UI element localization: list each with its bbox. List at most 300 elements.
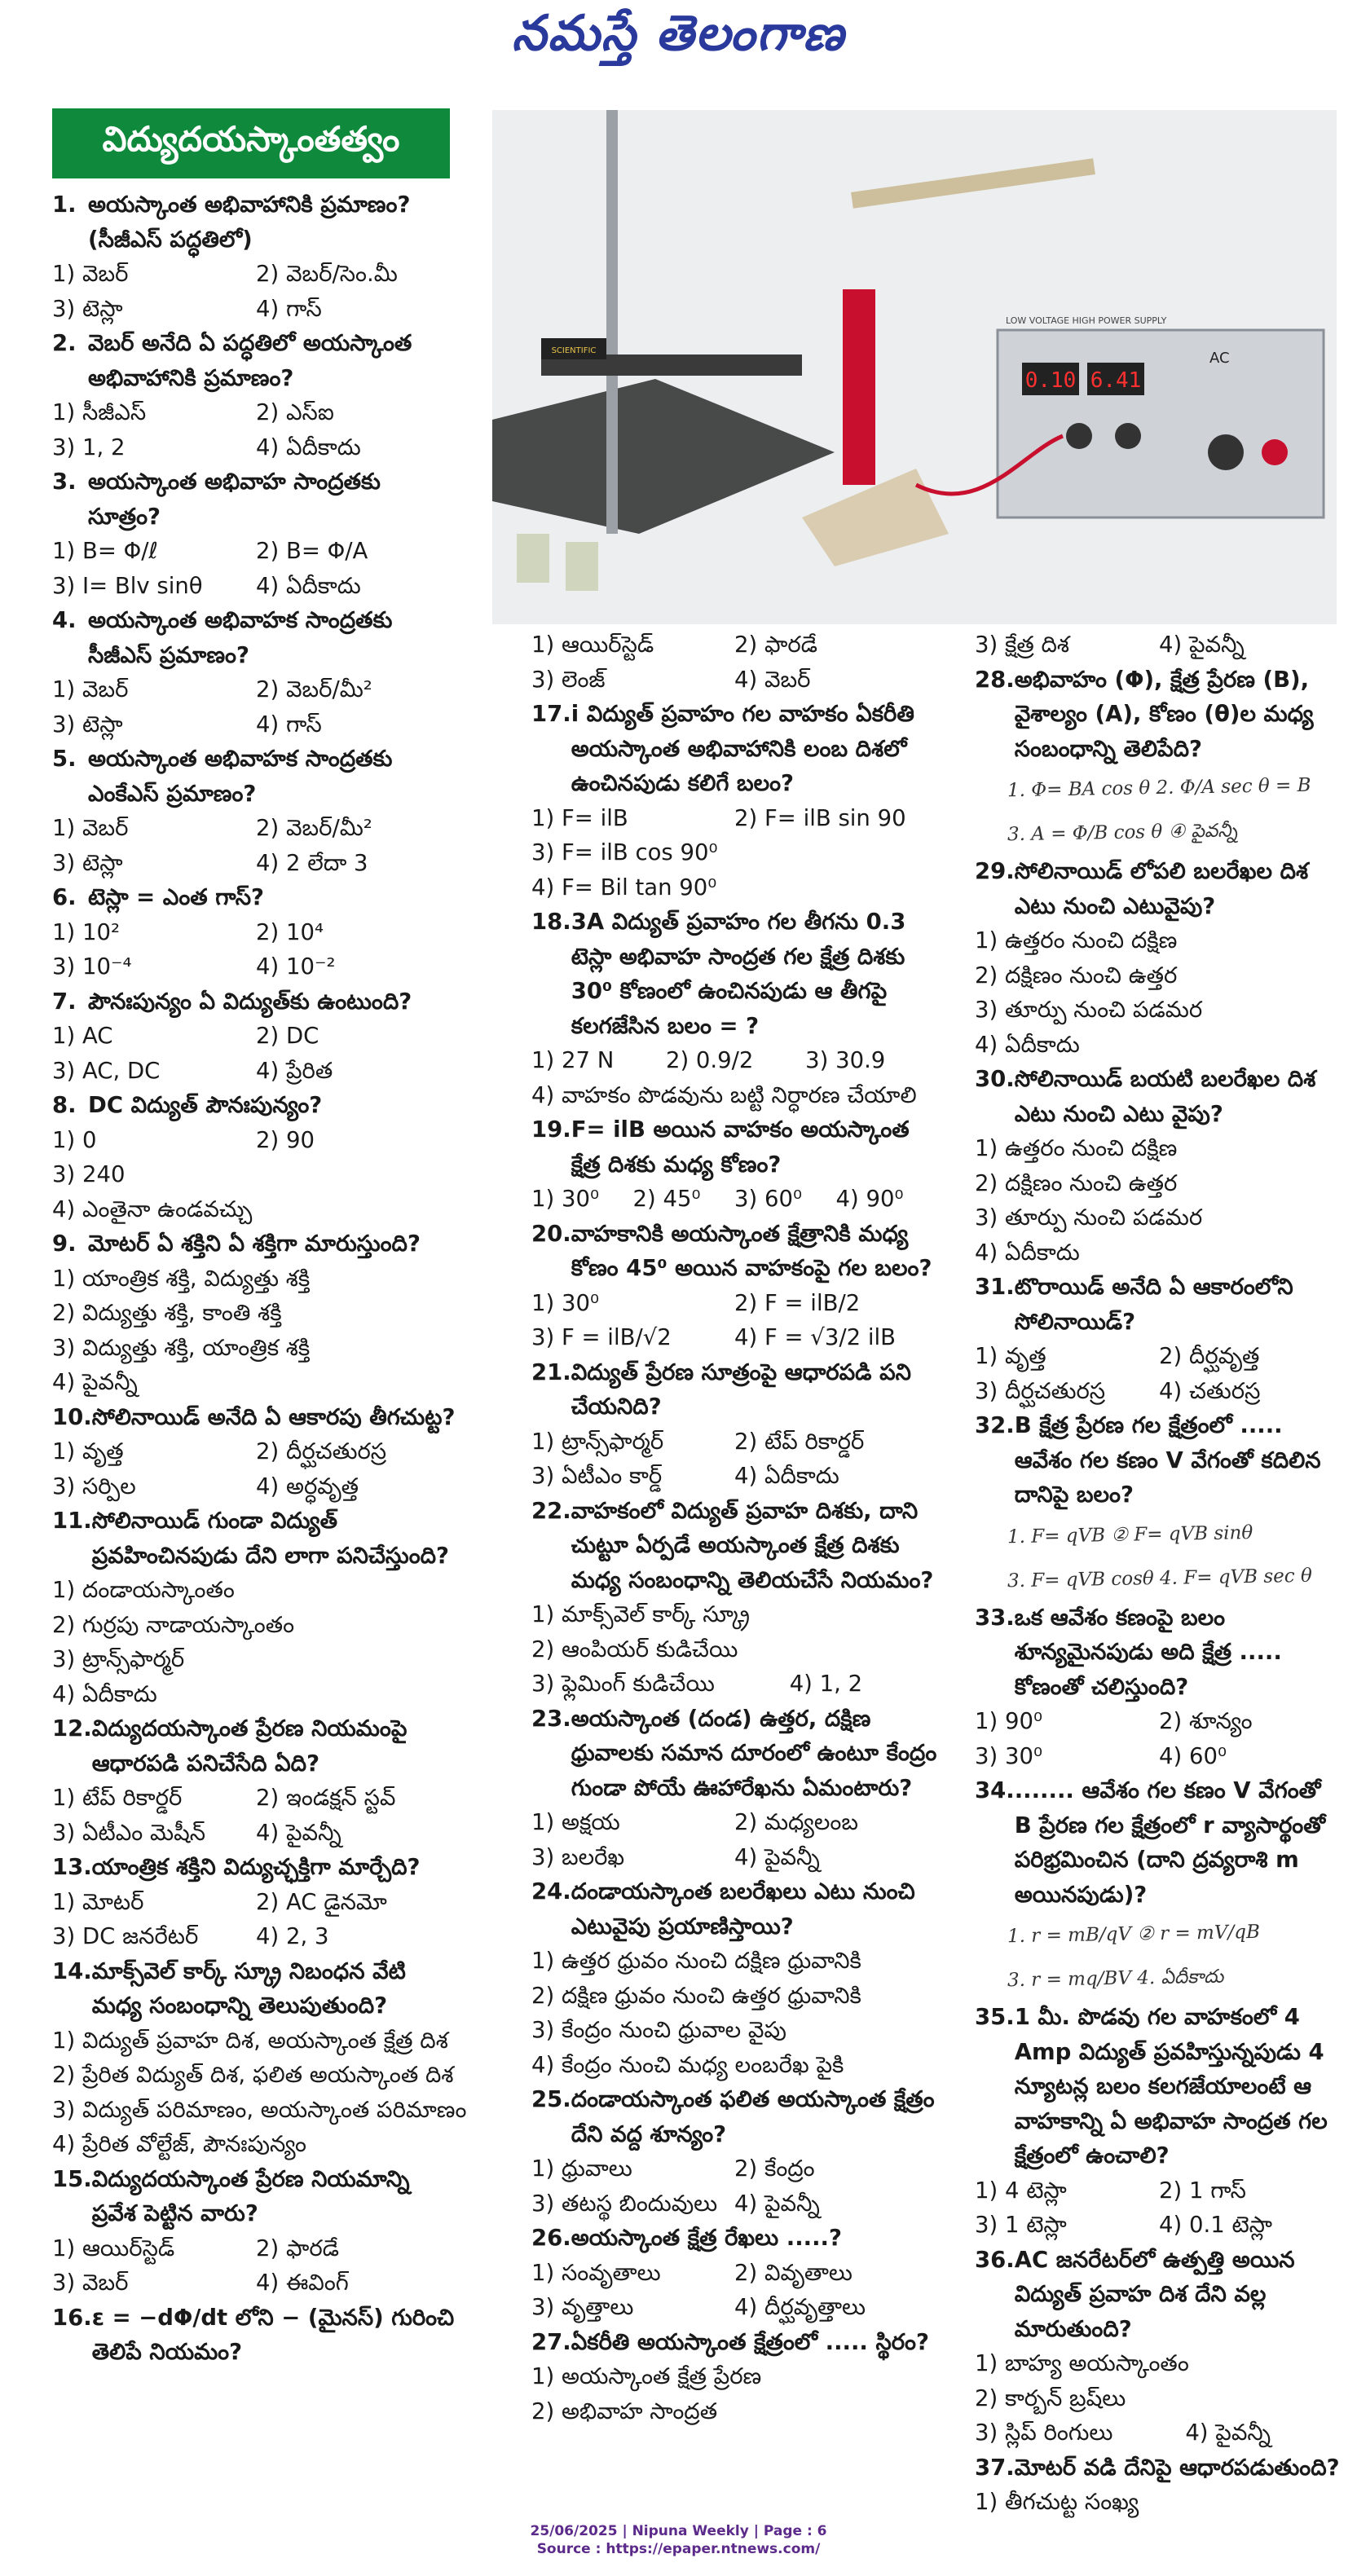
answer-option: 2) శూన్యం <box>1159 1708 1253 1734</box>
options-row <box>531 1805 937 1840</box>
question-text: అయస్కాంత క్షేత్ర రేఖలు .....? <box>571 2225 842 2251</box>
question-text: సోలినాయిడ్ బయటి బలరేఖల దిశ ఎటు నుంచి ఎటు వైపు? <box>1014 1066 1316 1127</box>
answer-option: 2) ఎస్ఐ <box>256 399 334 425</box>
question-text: DC విద్యుత్ పౌనఃపున్యం? <box>88 1092 323 1118</box>
answer-option: 1) తీగచుట్ట సంఖ్య <box>975 2489 1139 2515</box>
answer-option: 1) ఉత్తరం నుంచి దక్షిణ <box>975 927 1178 953</box>
answer-option: 4) దీర్ఘవృత్తాలు <box>734 2294 866 2320</box>
question-header <box>52 465 460 534</box>
options-row <box>531 801 937 836</box>
answer-option: 4) F= Bil tan 90⁰ <box>531 874 717 900</box>
answer-option: 1) B= Φ/ℓ <box>52 538 158 564</box>
options-row <box>52 707 460 742</box>
answer-option: 2) 90 <box>256 1126 315 1153</box>
question-header <box>52 742 460 811</box>
question-number: 3. <box>52 469 77 495</box>
answer-option: 1) 90⁰ <box>975 1708 1042 1734</box>
question-header <box>975 2000 1343 2173</box>
answer-option: 3) 30⁰ <box>975 1742 1042 1769</box>
answer-option: 2) 10⁴ <box>256 918 324 945</box>
answer-option: 4) పైవన్నీ <box>256 1819 341 1846</box>
answer-options <box>531 1286 937 1355</box>
options-row <box>531 2151 937 2186</box>
options-row <box>52 1469 460 1504</box>
options-row <box>975 1704 1343 1739</box>
question-text: మోటర్ వడి దేనిపై ఆధారపడుతుంది? <box>1014 2454 1340 2481</box>
question-text: i విద్యుత్ ప్రవాహం గల వాహకం ఏకరీతి అయస్కాంత అభివాహానికి లంబ దిశలో ఉంచినపుడు కలిగే బలం? <box>571 701 914 796</box>
question-header <box>52 1711 460 1781</box>
answer-option: 3) AC, DC <box>52 1057 161 1084</box>
options-row <box>52 672 460 707</box>
answer-option: 1) వృత్త <box>52 1438 124 1464</box>
question-text: అయస్కాంత అభివాహక సాంద్రతకు ఎంకేఎస్ ప్రమాణం? <box>88 746 393 807</box>
options-row <box>531 2290 937 2325</box>
answer-options <box>52 1019 460 1088</box>
answer-option: 2) వెబర్/మీ² <box>256 815 372 841</box>
answer-option: 4) పైవన్నీ <box>734 1843 820 1870</box>
masthead-logo: నమస్తే తెలంగాణ <box>511 5 846 62</box>
answer-option: 2) గుర్రపు నాడాయస్కాంతం <box>52 1611 295 1638</box>
answer-option: 4) 0.1 టెస్లా <box>1159 2212 1273 2238</box>
answer-option: 2) వివృతాలు <box>734 2259 853 2286</box>
question-header <box>531 2325 937 2360</box>
question-block <box>975 2243 1343 2451</box>
question-number: 10. <box>52 1403 92 1430</box>
question-header <box>975 854 1343 923</box>
answer-options <box>975 1339 1343 1408</box>
question-header <box>52 1850 460 1885</box>
answer-option: 2) టేప్ రికార్డర్ <box>734 1428 865 1455</box>
footer-source-line: Source : https://epaper.ntnews.com/ <box>536 2541 821 2557</box>
answer-option: 2) దక్షిణం నుంచి ఉత్తర <box>975 962 1178 989</box>
question-block <box>531 1217 937 1355</box>
question-number: 25. <box>531 2086 571 2112</box>
answer-option: 2) వెబర్/సెం.మీ <box>256 261 398 287</box>
question-text: B క్షేత్ర ప్రేరణ గల క్షేత్రంలో ..... ఆవేశం గల కణం V వేగంతో కదిలిన దానిపై బలం? <box>1014 1412 1321 1508</box>
answer-option: 4) గాస్ <box>256 295 322 322</box>
question-number: 27. <box>531 2328 571 2355</box>
question-block <box>975 854 1343 1062</box>
options-row <box>52 395 460 430</box>
answer-options <box>52 257 460 326</box>
answer-option: 2) ఫారడే <box>734 632 817 658</box>
answer-option: 3) I= Blv sinθ <box>52 572 203 599</box>
options-row <box>531 1425 937 1460</box>
question-header <box>531 1112 937 1182</box>
question-number: 35. <box>975 2004 1015 2030</box>
answer-option: 2) కార్బన్ బ్రష్‌లు <box>975 2384 1126 2411</box>
answer-option: 3) తూర్పు నుంచి పడమర <box>975 1204 1203 1231</box>
question-number: 36. <box>975 2246 1015 2273</box>
answer-options <box>531 1043 937 1112</box>
question-number: 2. <box>52 330 77 356</box>
answer-option: 4) 10⁻² <box>256 953 336 980</box>
question-header <box>52 1400 460 1435</box>
question-text: టెస్లా = ఎంత గాస్? <box>88 884 264 910</box>
options-row <box>52 257 460 292</box>
answer-option: 1) 10² <box>52 918 120 945</box>
options-row <box>52 1919 460 1954</box>
answer-option: 2) F = ilB/2 <box>734 1289 861 1316</box>
question-header <box>52 603 460 672</box>
question-text: అయస్కాంత (దండ) ఉత్తర, దక్షిణ ధ్రువాలకు సమాన దూరంలో ఉంటూ కేంద్రం గుండా పోయే ఊహారేఖను ఏమంటారు? <box>571 1705 937 1801</box>
answer-option: 3) ఏటీఎం మెషీన్ <box>52 1819 205 1846</box>
answer-options <box>975 923 1343 1062</box>
answer-option: 1) F= ilB <box>531 804 628 831</box>
question-header <box>52 2301 460 2370</box>
answer-options <box>52 915 460 984</box>
question-block <box>52 2301 460 2370</box>
answer-option: 1) అయస్కాంత క్షేత్ర ప్రేరణ <box>531 2363 762 2389</box>
question-header <box>975 2243 1343 2347</box>
answer-option: 1) ఉత్తర ధ్రువం నుంచి దక్షిణ ధ్రువానికి <box>531 1948 861 1974</box>
question-number: 26. <box>531 2225 571 2251</box>
question-block <box>52 465 460 603</box>
unit-label: LOW VOLTAGE HIGH POWER SUPPLY <box>1006 315 1167 326</box>
answer-option: 3) తూర్పు నుంచి పడమర <box>975 997 1203 1023</box>
answer-option: 2) 45⁰ <box>632 1186 701 1212</box>
question-block <box>52 1226 460 1400</box>
display-left: 0.10 <box>1024 368 1077 393</box>
question-block <box>531 2082 937 2221</box>
answer-option: 1) మాక్స్‌వెల్ కార్క్ స్క్రూ <box>531 1601 750 1627</box>
question-number: 13. <box>52 1854 92 1880</box>
answer-option: 3) 1 టెస్లా <box>975 2212 1067 2238</box>
question-block <box>52 880 460 984</box>
answer-option: 2) దక్షిణ ధ్రువం నుంచి ఉత్తర ధ్రువానికి <box>531 1982 861 2009</box>
answer-options <box>531 1944 937 2082</box>
options-row <box>975 1374 1343 1409</box>
answer-option: 3) విద్యుత్తు శక్తి, యాంత్రిక శక్తి <box>52 1334 311 1361</box>
options-row <box>531 663 937 698</box>
options-row <box>531 1320 937 1355</box>
question-number: 32. <box>975 1412 1015 1438</box>
answer-option: 1) యాంత్రిక శక్తి, విద్యుత్తు శక్తి <box>52 1265 311 1292</box>
answer-options <box>52 1781 460 1850</box>
answer-option: 3) F = ilB/√2 <box>531 1324 672 1350</box>
answer-options <box>52 1434 460 1504</box>
answer-option: 3) సర్పిల <box>52 1473 136 1499</box>
answer-option: 4) వాహకం పొడవును బట్టి నిర్ధారణ చేయాలి <box>531 1081 917 1108</box>
question-block <box>975 1062 1343 1270</box>
question-block <box>52 1850 460 1954</box>
answer-option: 1) బాహ్య అయస్కాంతం <box>975 2350 1189 2376</box>
question-header <box>52 2162 460 2231</box>
answer-option: 1) ఆయిర్‌స్టెడ్ <box>531 632 654 658</box>
answer-options <box>52 672 460 742</box>
options-row <box>52 569 460 604</box>
answer-options <box>531 1182 937 1217</box>
panel-label: AC <box>1209 350 1230 367</box>
section-title: విద్యుదయస్కాంతత్వం <box>52 108 450 178</box>
answer-options <box>52 1885 460 1954</box>
question-block <box>531 1112 937 1217</box>
question-text: ε = −dΦ/dt లోని − (మైనస్) గురించి తెలిపే నియమం? <box>91 2304 455 2365</box>
question-header <box>531 2082 937 2151</box>
options-row <box>52 949 460 984</box>
answer-option: 1) 4 టెస్లా <box>975 2177 1067 2204</box>
question-block <box>975 2451 1343 2520</box>
answer-option: 4) 2, 3 <box>256 1923 329 1949</box>
question-block <box>52 1711 460 1850</box>
options-row <box>531 2256 937 2291</box>
question-header <box>52 984 460 1019</box>
question-text: టొరాయిడ్ అనేది ఏ ఆకారంలోని సోలినాయిడ్? <box>1014 1274 1293 1335</box>
answer-option: 4) ఏదీకాదు <box>256 434 361 460</box>
question-text: F= ilB అయిన వాహకం అయస్కాంత క్షేత్ర దిశకు మధ్య కోణం? <box>571 1116 910 1178</box>
answer-options <box>975 1704 1343 1773</box>
question-header <box>531 1494 937 1598</box>
question-header <box>531 1355 937 1425</box>
answer-option: 3) DC జనరేటర్ <box>52 1923 199 1949</box>
question-block <box>531 1355 937 1494</box>
answer-option: 2) DC <box>256 1023 319 1049</box>
answer-option: 2) విద్యుత్తు శక్తి, కాంతి శక్తి <box>52 1300 282 1326</box>
question-number: 15. <box>52 2165 92 2192</box>
question-text: ఏకరీతి అయస్కాంత క్షేత్రంలో ..... స్థిరం? <box>571 2328 929 2355</box>
answer-option: 2) దక్షిణం నుంచి ఉత్తర <box>975 1169 1178 1196</box>
answer-options <box>975 2485 1343 2520</box>
question-text: వెబర్ అనేది ఏ పద్ధతిలో అయస్కాంత అభివాహానికి ప్రమాణం? <box>88 330 412 391</box>
answer-option: 3) వృత్తాలు <box>531 2294 634 2320</box>
answer-option: 3) టెస్లా <box>52 711 123 738</box>
question-number: 23. <box>531 1705 571 1732</box>
answer-option: 1) ఆయిర్‌స్టెడ్ <box>52 2235 175 2261</box>
answer-option: 3) ట్రాన్స్‌ఫార్మర్ <box>52 1646 185 1672</box>
answer-option: 4) గాస్ <box>256 711 322 738</box>
answer-options <box>975 2173 1343 2243</box>
question-number: 30. <box>975 1066 1015 1092</box>
answer-options <box>531 2359 937 2428</box>
column-2 <box>531 627 937 2428</box>
question-text: దండాయస్కాంత బలరేఖలు ఎటు నుంచి ఎటువైపు ప్రయాణిస్తాయి? <box>571 1878 915 1940</box>
answer-option: 1) సీజీఎస్ <box>52 399 147 425</box>
answer-option: 4) 1, 2 <box>789 1671 863 1697</box>
answer-options <box>52 1123 460 1227</box>
question-block <box>52 1954 467 2162</box>
answer-option: 3) 30.9 <box>805 1047 886 1073</box>
answer-option: 4) 60⁰ <box>1159 1742 1227 1769</box>
answer-option: 1) 27 N <box>531 1047 615 1073</box>
options-row <box>531 2186 937 2222</box>
question-number: 8. <box>52 1092 77 1118</box>
answer-option: 1) 30⁰ <box>531 1289 599 1316</box>
answer-option: 2) ప్రేరిత విద్యుత్ దిశ, ఫలిత అయస్కాంత దిశ <box>52 2062 454 2088</box>
question-text: సోలినాయిడ్ గుండా విద్యుత్ ప్రవహించినపుడు దేని లాగా పనిచేస్తుంది? <box>91 1508 449 1569</box>
question-block <box>531 697 937 905</box>
question-block <box>52 1400 460 1504</box>
question-header <box>52 1088 460 1123</box>
options-row <box>52 1781 460 1816</box>
question-header <box>975 1601 1343 1705</box>
answer-option: 4) కేంద్రం నుంచి మధ్య లంబరేఖ పైకి <box>531 2051 844 2078</box>
question-header <box>52 326 460 395</box>
question-block <box>531 905 937 1112</box>
question-number: 31. <box>975 1274 1015 1300</box>
question-text: AC జనరేటర్‌లో ఉత్పత్తి అయిన విద్యుత్ ప్రవాహ దిశ దేని వల్ల మారుతుంది? <box>1014 2246 1295 2342</box>
question-text: అయస్కాంత అభివాహక సాంద్రతకు సీజీఎస్ ప్రమాణం? <box>88 607 393 668</box>
question-block <box>531 1874 937 2082</box>
answer-option: 2) ఇండక్షన్ స్టవ్ <box>256 1785 396 1811</box>
question-number: 16. <box>52 2304 92 2331</box>
options-row <box>52 915 460 950</box>
brand-tag: SCIENTIFIC <box>551 346 597 355</box>
options-row <box>975 2208 1343 2243</box>
question-block <box>52 187 460 326</box>
options-row <box>975 627 1343 663</box>
answer-options <box>52 1262 460 1400</box>
question-block <box>531 627 937 697</box>
answer-option: 2) ఫారడే <box>256 2235 339 2261</box>
answer-options <box>975 2346 1343 2451</box>
question-number: 21. <box>531 1358 571 1385</box>
question-block <box>52 603 460 742</box>
question-block <box>975 1601 1343 1774</box>
answer-option: 1) వెబర్ <box>52 261 129 287</box>
question-header <box>531 1874 937 1944</box>
question-number: 19. <box>531 1116 571 1143</box>
options-row <box>531 627 937 663</box>
question-block <box>975 627 1343 663</box>
answer-option: 2) కేంద్రం <box>734 2155 815 2182</box>
options-row <box>52 1434 460 1469</box>
handwritten-answer: 3. F= qVB cosθ 4. F= qVB sec θ <box>1007 1565 1313 1592</box>
answer-option: 3) 60⁰ <box>734 1186 802 1212</box>
options-row <box>975 2173 1343 2208</box>
question-block <box>531 2325 937 2429</box>
answer-option: 3) లెంజ్ <box>531 666 606 693</box>
question-number: 1. <box>52 192 77 218</box>
answer-option: 4) ఏదీకాదు <box>975 1239 1080 1266</box>
answer-option: 4) ప్రేరిత <box>256 1057 333 1084</box>
question-header <box>531 905 937 1043</box>
options-row <box>52 534 460 569</box>
options-row <box>975 2415 1343 2451</box>
answer-options <box>52 2023 467 2162</box>
answer-option: 2) 0.9/2 <box>665 1047 754 1073</box>
handwritten-answer: 3. r = mq/BV 4. ఏదీకాదు <box>1007 1966 1224 1992</box>
handwritten-answer: 1. Φ= BA cos θ 2. Φ/A sec θ = B <box>1007 774 1311 802</box>
handwritten-answer: 3. A = Φ/B cos θ ④ పైవన్నీ <box>1007 820 1238 846</box>
answer-option: 2) దీర్ఘవృత్త <box>1159 1343 1260 1369</box>
question-text: అభివాహం (Φ), క్షేత్ర ప్రేరణ (B), వైశాల్యం (A), కోణం (θ)ల మధ్య సంబంధాన్ని తెలిపేది? <box>1014 666 1314 762</box>
answer-option: 1) ఉత్తరం నుంచి దక్షిణ <box>975 1135 1178 1161</box>
answer-option: 2) దీర్ఘచతురస్ర <box>256 1438 387 1464</box>
question-block <box>52 1504 460 1711</box>
answer-options <box>52 1573 460 1711</box>
answer-options <box>531 1597 937 1702</box>
answer-option: 2) అభివాహ సాంద్రత <box>531 2398 718 2424</box>
answer-options <box>52 2231 460 2301</box>
question-number: 12. <box>52 1715 92 1742</box>
question-text: అయస్కాంత అభివాహ సాంద్రతకు సూత్రం? <box>88 469 381 530</box>
question-number: 9. <box>52 1231 77 1257</box>
options-row <box>531 1667 937 1702</box>
options-row <box>52 2231 460 2266</box>
answer-option: 4) 90⁰ <box>835 1186 904 1212</box>
footer-date-line: 25/06/2025 | Nipuna Weekly | Page : 6 <box>530 2523 827 2539</box>
answer-option: 4) చతురస్ర <box>1159 1377 1261 1404</box>
question-text: వాహకంలో విద్యుత్ ప్రవాహ దిశకు, దాని చుట్టూ ఏర్పడే అయస్కాంత క్షేత్ర దిశకు మధ్య సంబంధాన్ని తెలియచేసే నియమం? <box>571 1497 934 1593</box>
question-block <box>52 742 460 880</box>
answer-option: 1) అక్షయ <box>531 1809 620 1835</box>
options-row <box>531 1182 937 1217</box>
question-text: 3A విద్యుత్ ప్రవాహం గల తీగను 0.3 టెస్లా అభివాహ సాంద్రత గల క్షేత్ర దిశకు 30⁰ కోణంలో ఉంచినపుడు ఆ తీగపై కలగజేసిన బలం = ? <box>571 909 906 1039</box>
question-number: 24. <box>531 1878 571 1904</box>
answer-option: 1) వెబర్ <box>52 676 129 702</box>
answer-option: 4) పైవన్నీ <box>52 1369 138 1395</box>
question-text: సోలినాయిడ్ లోపలి బలరేఖల దిశ ఎటు నుంచి ఎటువైపు? <box>1014 858 1309 919</box>
question-block <box>531 1702 937 1875</box>
answer-option: 4) వెబర్ <box>734 666 811 693</box>
answer-options <box>975 627 1343 663</box>
question-header <box>975 663 1343 767</box>
options-row <box>52 2266 460 2301</box>
answer-option: 4) F = √3/2 ilB <box>734 1324 896 1350</box>
question-number: 5. <box>52 746 77 772</box>
answer-option: 3) స్లిప్ రింగులు <box>975 2420 1113 2446</box>
answer-option: 3) వెబర్ <box>52 2270 129 2296</box>
question-header <box>52 1504 460 1573</box>
answer-option: 4) ఎంతైనా ఉండవచ్చు <box>52 1196 253 1222</box>
answer-option: 3) 240 <box>52 1161 126 1187</box>
question-header <box>52 1226 460 1262</box>
question-block <box>975 1773 1343 2000</box>
question-number: 18. <box>531 909 571 935</box>
answer-option: 4) ఏదీకాదు <box>975 1031 1080 1058</box>
answer-options <box>531 801 937 905</box>
question-header <box>531 2221 937 2256</box>
question-block <box>975 1408 1343 1601</box>
question-header <box>531 1702 937 1806</box>
answer-option: 3) క్షేత్ర దిశ <box>975 632 1069 658</box>
question-text: 1 మీ. పొడవు గల వాహకంలో 4 Amp విద్యుత్ ప్రవహిస్తున్నపుడు 4 న్యూటన్ల బలం కలగజేయాలంటే ఆ వాహకాన్ని ఏ అభివాహ సాంద్రత గల క్షేత్రంలో ఉంచాలి? <box>1014 2004 1328 2169</box>
options-row <box>52 811 460 846</box>
options-row <box>975 1339 1343 1374</box>
answer-option: 2) 1 గాస్ <box>1159 2177 1246 2204</box>
question-number: 33. <box>975 1604 1015 1631</box>
answer-option: 4) ఏదీకాదు <box>52 1680 157 1707</box>
question-number: 4. <box>52 607 77 633</box>
question-number: 17. <box>531 701 571 727</box>
answer-options <box>52 395 460 465</box>
answer-option: 4) పైవన్నీ <box>734 2190 820 2217</box>
answer-option: 2) F= ilB sin 90 <box>734 804 906 831</box>
answer-option: 1) 0 <box>52 1126 97 1153</box>
answer-option: 1) టేప్ రికార్డర్ <box>52 1785 183 1811</box>
answer-option: 3) F= ilB cos 90⁰ <box>531 839 718 865</box>
answer-option: 3) 10⁻⁴ <box>52 953 132 980</box>
answer-option: 4) పైవన్నీ <box>1159 632 1245 658</box>
question-number: 7. <box>52 988 77 1015</box>
question-header <box>52 187 460 257</box>
answer-option: 3) కేంద్రం నుంచి ధ్రువాల వైపు <box>531 2017 786 2043</box>
answer-option: 1) సంవృతాలు <box>531 2259 661 2286</box>
answer-options <box>531 1805 937 1874</box>
question-block <box>52 1088 460 1226</box>
answer-option: 2) మధ్యలంబ <box>734 1809 858 1835</box>
question-number: 14. <box>52 1957 92 1984</box>
question-block <box>975 2000 1343 2243</box>
question-header <box>975 1062 1343 1131</box>
question-text: విద్యుత్ ప్రేరణ సూత్రంపై ఆధారపడి పని చేయనిది? <box>571 1358 911 1420</box>
question-number: 22. <box>531 1497 571 1524</box>
answer-option: 4) 2 లేదా 3 <box>256 849 368 876</box>
options-row <box>52 1816 460 1851</box>
options-row <box>531 1286 937 1321</box>
answer-option: 1) వెబర్ <box>52 815 129 841</box>
answer-option: 4) ఏదీకాదు <box>734 1463 839 1489</box>
